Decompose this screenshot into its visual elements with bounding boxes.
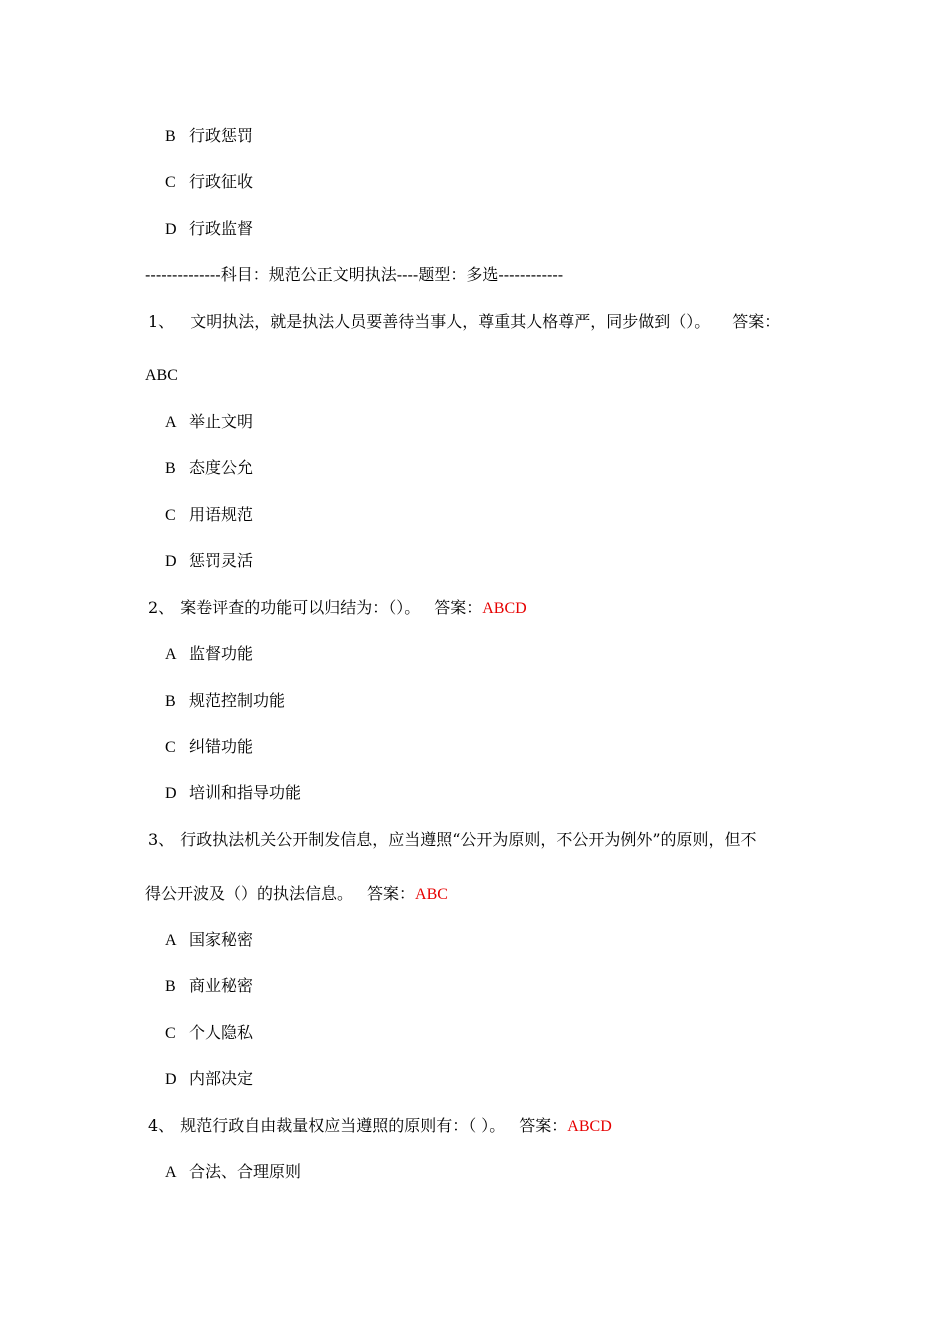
option-letter: C bbox=[165, 1025, 176, 1042]
question-1 bbox=[148, 312, 780, 332]
option-letter: D bbox=[165, 1071, 177, 1088]
option-c bbox=[165, 505, 253, 526]
question-number: 3、 bbox=[148, 830, 175, 849]
option-letter: B bbox=[165, 128, 176, 145]
section-header: --------------科目：规范公正文明执法----题型：多选------------ bbox=[145, 265, 564, 284]
question-number: 4、 bbox=[148, 1116, 175, 1135]
question-3 bbox=[148, 830, 757, 850]
option-text: 行政征收 bbox=[189, 172, 254, 191]
option-text: 合法、合理原则 bbox=[189, 1162, 302, 1181]
question-number: 2、 bbox=[148, 598, 175, 617]
option-d bbox=[165, 783, 301, 804]
option-d bbox=[165, 551, 253, 572]
option-text: 行政惩罚 bbox=[189, 126, 254, 145]
answer-label: 答案： bbox=[732, 312, 781, 331]
answer-value: ABC bbox=[415, 886, 448, 903]
option-text: 举止文明 bbox=[189, 412, 254, 431]
option-text: 行政监督 bbox=[189, 219, 254, 238]
option-letter: A bbox=[165, 414, 177, 431]
option-letter: D bbox=[165, 785, 177, 802]
option-c bbox=[165, 1023, 253, 1044]
question-text: 案卷评查的功能可以归结为：（）。 bbox=[180, 598, 421, 617]
question-text: 文明执法，就是执法人员要善待当事人，尊重其人格尊严，同步做到（）。 bbox=[190, 312, 711, 331]
option-text: 规范控制功能 bbox=[189, 691, 286, 710]
option-letter: C bbox=[165, 507, 176, 524]
option-b bbox=[165, 691, 285, 712]
option-text: 国家秘密 bbox=[189, 930, 254, 949]
option-text: 内部决定 bbox=[189, 1069, 254, 1088]
option-letter: B bbox=[165, 460, 176, 477]
question-2 bbox=[148, 598, 527, 619]
option-text: 个人隐私 bbox=[189, 1023, 254, 1042]
question-text: 行政执法机关公开制发信息，应当遵照“公开为原则，不公开为例外”的原则，但不 bbox=[180, 830, 757, 849]
option-text: 用语规范 bbox=[189, 505, 254, 524]
option-c bbox=[165, 737, 253, 758]
option-d bbox=[165, 1069, 253, 1090]
question-number: 1、 bbox=[148, 312, 175, 331]
option-text: 商业秘密 bbox=[189, 976, 254, 995]
option-letter: D bbox=[165, 553, 177, 570]
option-letter: D bbox=[165, 221, 177, 238]
answer-label: 答案： bbox=[519, 1116, 568, 1135]
option-letter: A bbox=[165, 646, 177, 663]
option-letter: A bbox=[165, 1164, 177, 1181]
option-text: 纠错功能 bbox=[189, 737, 254, 756]
option-text: 态度公允 bbox=[189, 458, 254, 477]
answer-value: ABCD bbox=[567, 1118, 612, 1135]
question-text: 规范行政自由裁量权应当遵照的原则有：（ ）。 bbox=[180, 1116, 506, 1135]
answer-label: 答案： bbox=[367, 884, 416, 903]
option-text: 培训和指导功能 bbox=[189, 783, 302, 802]
question-4 bbox=[148, 1116, 612, 1137]
answer-label: 答案： bbox=[434, 598, 483, 617]
option-b bbox=[165, 126, 253, 147]
option-text: 监督功能 bbox=[189, 644, 254, 663]
option-b bbox=[165, 976, 253, 997]
option-letter: B bbox=[165, 978, 176, 995]
answer-value: ABCD bbox=[482, 600, 527, 617]
option-a bbox=[165, 1162, 301, 1183]
option-letter: A bbox=[165, 932, 177, 949]
option-a bbox=[165, 644, 253, 665]
option-c bbox=[165, 172, 253, 193]
question-3-continued bbox=[145, 884, 448, 905]
question-text: 得公开波及（）的执法信息。 bbox=[145, 884, 354, 903]
option-a bbox=[165, 930, 253, 951]
option-letter: B bbox=[165, 693, 176, 710]
option-letter: C bbox=[165, 174, 176, 191]
option-b bbox=[165, 458, 253, 479]
option-a bbox=[165, 412, 253, 433]
option-text: 惩罚灵活 bbox=[189, 551, 254, 570]
option-d bbox=[165, 219, 253, 240]
option-letter: C bbox=[165, 739, 176, 756]
answer-value: ABC bbox=[145, 367, 178, 384]
